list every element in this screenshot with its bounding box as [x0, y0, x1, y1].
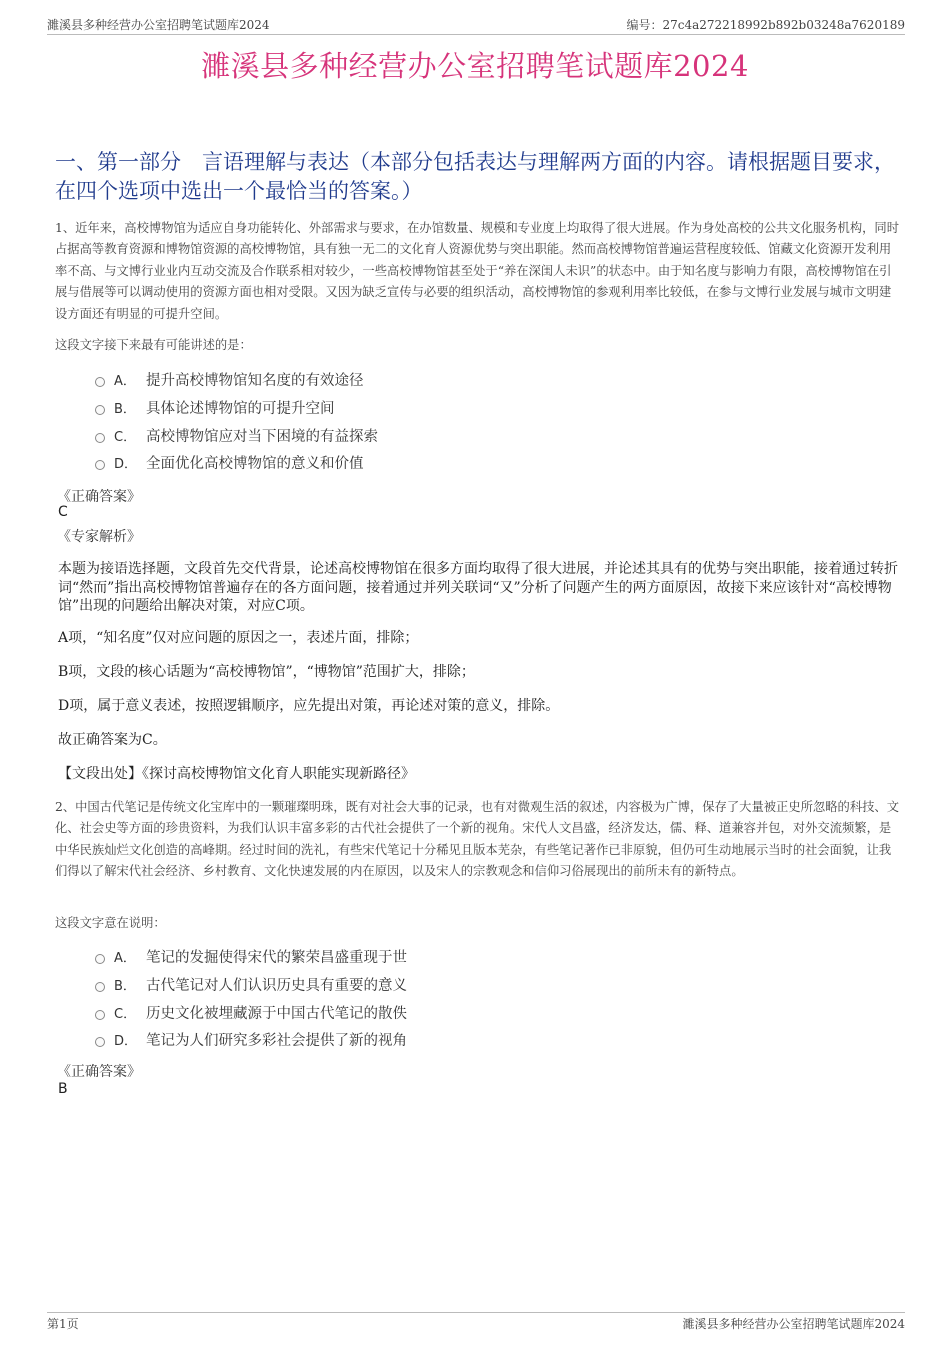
answer-label: 《正确答案》 — [57, 489, 141, 505]
analysis-source: 【文段出处】《探讨高校博物馆文化育人职能实现新路径》 — [58, 766, 415, 782]
answer-value: C — [58, 504, 68, 520]
analysis-paragraph: 本题为接语选择题，文段首先交代背景，论述高校博物馆在很多方面均取得了很大进展，并论述其具有的优势与突出职能，接着通过转折词“然而”指出高校博物馆普遍存在的各方面问题，接着通过并列关联词“又”分析了问题产生的两方面原因，故接下来应该针对“高校博物馆”出现的问题给出解决对策，对应C项。 — [58, 561, 898, 614]
option-c[interactable]: C． 历史文化被埋藏源于中国古代笔记的散佚 — [95, 998, 407, 1026]
analysis-option-b: B项，文段的核心话题为“高校博物馆”，“博物馆”范围扩大，排除； — [58, 664, 475, 680]
option-c[interactable]: C． 高校博物馆应对当下困境的有益探索 — [95, 421, 378, 449]
radio-icon[interactable] — [95, 405, 105, 415]
option-label: 笔记的发掘使得宋代的繁荣昌盛重现于世 — [146, 950, 407, 967]
radio-icon[interactable] — [95, 377, 105, 387]
answer-value: B — [58, 1081, 68, 1097]
footer-doc-title: 濉溪县多种经营办公室招聘笔试题库2024 — [682, 1317, 905, 1331]
page-header — [47, 14, 905, 35]
option-label: 笔记为人们研究多彩社会提供了新的视角 — [146, 1033, 407, 1050]
option-d[interactable]: D． 笔记为人们研究多彩社会提供了新的视角 — [95, 1026, 407, 1054]
question-2-options — [95, 943, 407, 1054]
question-2-text: 2、中国古代笔记是传统文化宝库中的一颗璀璨明珠，既有对社会大事的记录，也有对微观生活的叙述，内容极为广博，保存了大量被正史所忽略的科技、文化、社会史等方面的珍贵资料，为我们认识丰富多彩的古代社会提供了一个新的视角。宋代人文昌盛，经济发达，儒、释、道兼容并包，对外交流频繁，是中华民族灿烂文化创造的高峰期。经过时间的洗礼，有些宋代笔记十分稀见且版本芜杂，有些笔记著作已非原貌，但仍可生动地展示当时的社会面貌，让我们得以了解宋代社会经济、乡村教育、文化快速发展的内在原因，以及宋人的宗教观念和信仰习俗展现出的前所未有的新特点。 — [55, 800, 900, 879]
radio-icon[interactable] — [95, 1037, 105, 1047]
page-footer — [47, 1312, 905, 1333]
option-b[interactable]: B． 具体论述博物馆的可提升空间 — [95, 394, 378, 422]
question-1-text: 1、近年来，高校博物馆为适应自身功能转化、外部需求与要求，在办馆数量、规模和专业度上均取得了很大进展。作为身处高校的公共文化服务机构，同时占据高等教育资源和博物馆资源的高校博物馆，具有独一无二的文化育人资源优势与突出职能。然而高校博物馆普遍运营程度较低、馆藏文化资源开发利用率不高、与文博行业业内互动交流及合作联系相对较少，一些高校博物馆甚至处于“养在深闺人未识”的状态中。由于知名度与影响力有限，高校博物馆在引展与借展等可以调动使用的资源方面也相对受限。又因为缺乏宣传与必要的组织活动，高校博物馆的参观利用率比较低，在参与文博行业发展与城市文明建设方面还有明显的可提升空间。 — [55, 221, 900, 321]
option-label: 高校博物馆应对当下困境的有益探索 — [146, 428, 378, 445]
document-title: 濉溪县多种经营办公室招聘笔试题库2024 — [201, 49, 749, 83]
option-a[interactable]: A． 笔记的发掘使得宋代的繁荣昌盛重现于世 — [95, 943, 407, 971]
radio-icon[interactable] — [95, 433, 105, 443]
option-b[interactable]: B． 古代笔记对人们认识历史具有重要的意义 — [95, 971, 407, 999]
answer-label: 《正确答案》 — [57, 1064, 141, 1080]
option-a[interactable]: A． 提升高校博物馆知名度的有效途径 — [95, 366, 378, 394]
header-doc-title: 濉溪县多种经营办公室招聘笔试题库2024 — [47, 18, 270, 32]
header-doc-id: 编号：27c4a272218992b892b03248a7620189 — [626, 18, 905, 32]
option-label: 提升高校博物馆知名度的有效途径 — [146, 373, 364, 390]
radio-icon[interactable] — [95, 1010, 105, 1020]
analysis-option-a: A项，“知名度”仅对应问题的原因之一，表述片面，排除； — [58, 630, 419, 646]
option-label: 全面优化高校博物馆的意义和价值 — [146, 456, 364, 473]
option-label: 具体论述博物馆的可提升空间 — [146, 401, 335, 418]
option-label: 历史文化被埋藏源于中国古代笔记的散佚 — [146, 1005, 407, 1022]
analysis-conclusion: 故正确答案为C。 — [58, 732, 167, 748]
section-heading: 一、第一部分 言语理解与表达（本部分包括表达与理解两方面的内容。请根据题目要求，在四个选项中选出一个最恰当的答案。） — [55, 150, 895, 203]
question-1-prompt: 这段文字接下来最有可能讲述的是： — [55, 338, 252, 352]
radio-icon[interactable] — [95, 460, 105, 470]
radio-icon[interactable] — [95, 982, 105, 992]
radio-icon[interactable] — [95, 954, 105, 964]
question-1-options — [95, 366, 378, 477]
option-label: 古代笔记对人们认识历史具有重要的意义 — [146, 978, 407, 995]
analysis-label: 《专家解析》 — [57, 529, 141, 545]
option-d[interactable]: D． 全面优化高校博物馆的意义和价值 — [95, 449, 378, 477]
question-2-prompt: 这段文字意在说明： — [55, 916, 166, 930]
analysis-option-d: D项，属于意义表述，按照逻辑顺序，应先提出对策，再论述对策的意义，排除。 — [58, 698, 560, 714]
page-number: 第1页 — [47, 1317, 79, 1331]
